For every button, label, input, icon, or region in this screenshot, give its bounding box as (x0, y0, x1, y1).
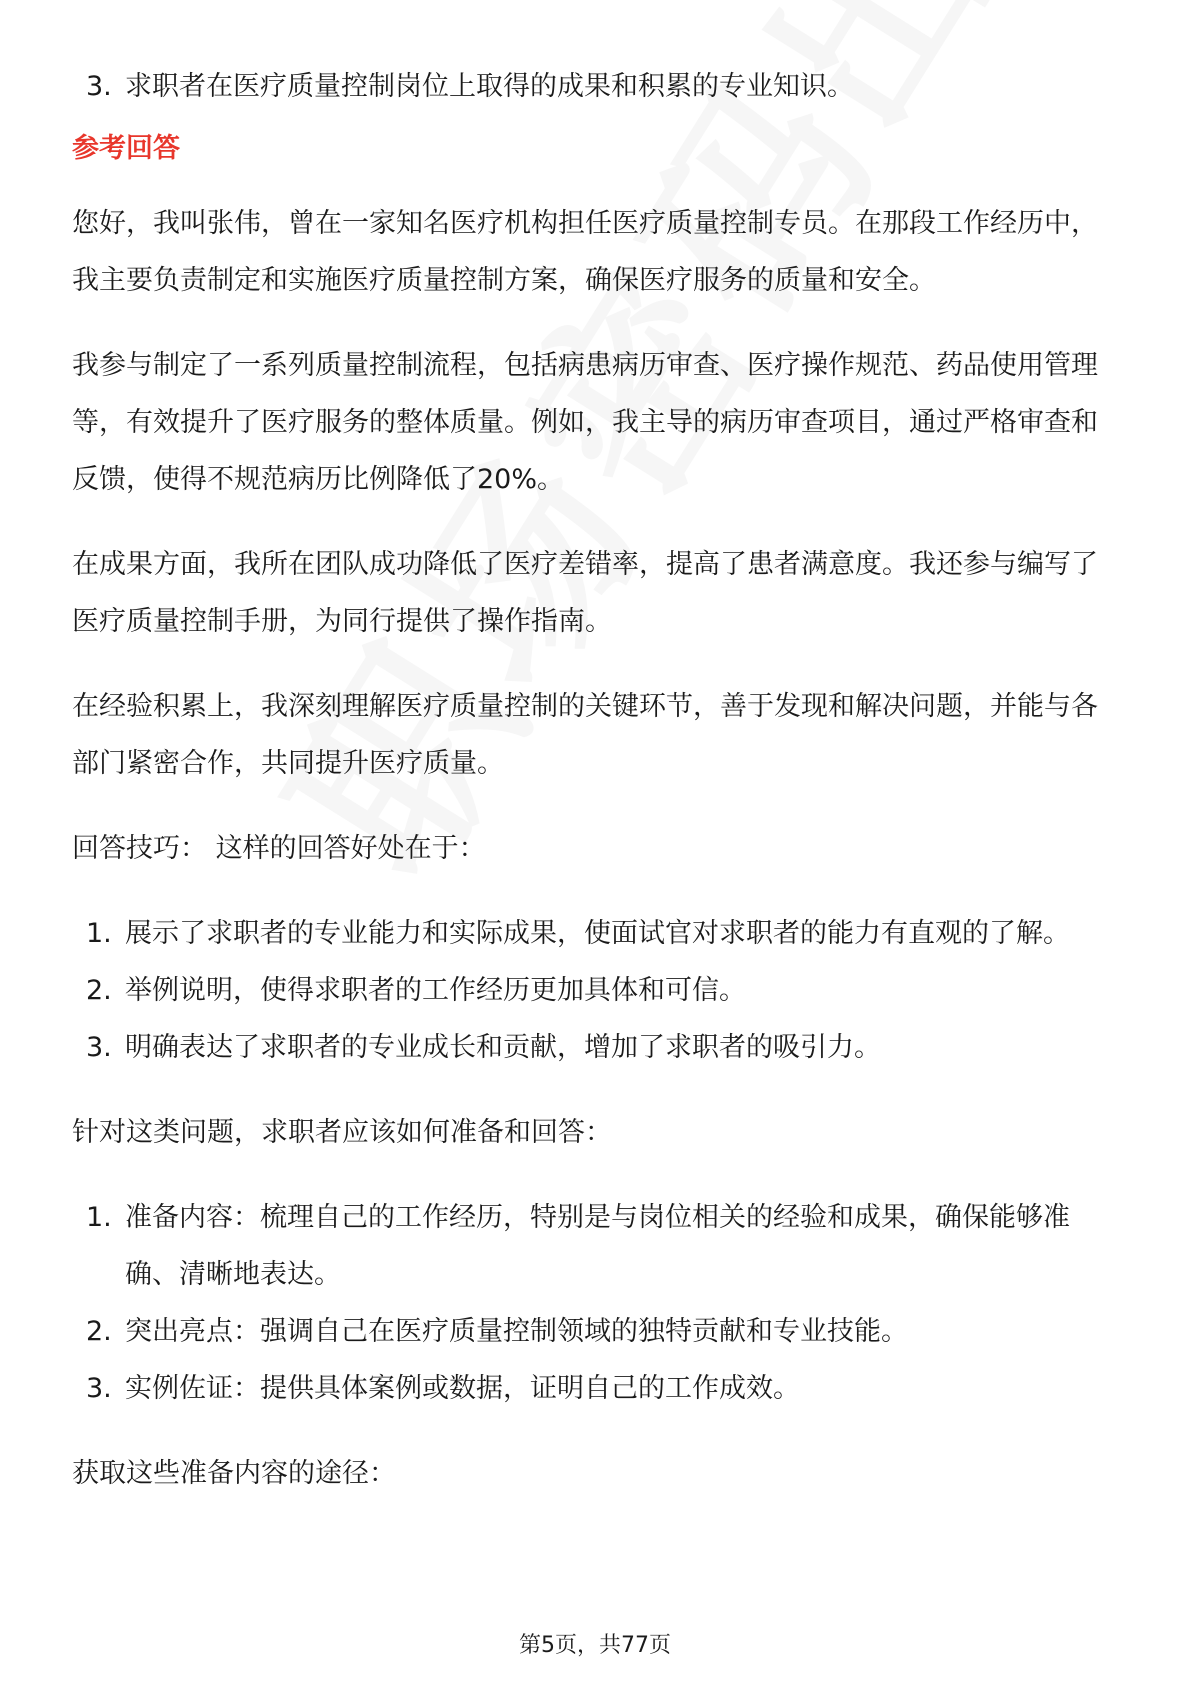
list-item (72, 1360, 1117, 1417)
document-body (72, 58, 1117, 1530)
list-item-number: 3. (86, 1373, 112, 1404)
list-item-text: 明确表达了求职者的专业成长和贡献，增加了求职者的吸引力。 (125, 1032, 881, 1063)
list-item-text: 准备内容：梳理自己的工作经历，特别是与岗位相关的经验和成果，确保能够准确、清晰地表达。 (125, 1202, 1070, 1290)
list-item (72, 1303, 1117, 1360)
paragraph: 我参与制定了一系列质量控制流程，包括病患病历审查、医疗操作规范、药品使用管理等，有效提升了医疗服务的整体质量。例如，我主导的病历审查项目，通过严格审查和反馈，使得不规范病历比例降低了20%。 (72, 350, 1098, 495)
paragraph: 您好，我叫张伟，曾在一家知名医疗机构担任医疗质量控制专员。在那段工作经历中，我主要负责制定和实施医疗质量控制方案，确保医疗服务的质量和安全。 (72, 208, 1098, 296)
list-item (72, 1189, 1117, 1303)
list-item-text: 展示了求职者的专业能力和实际成果，使面试官对求职者的能力有直观的了解。 (125, 918, 1070, 949)
list-item-text: 举例说明，使得求职者的工作经历更加具体和可信。 (125, 975, 746, 1006)
list-item-text: 实例佐证：提供具体案例或数据，证明自己的工作成效。 (125, 1373, 800, 1404)
paragraph: 在成果方面，我所在团队成功降低了医疗差错率，提高了患者满意度。我还参与编写了医疗质量控制手册，为同行提供了操作指南。 (72, 549, 1098, 637)
list-item-number: 2. (86, 975, 112, 1006)
list-item (72, 58, 1117, 115)
sources-intro: 获取这些准备内容的途径： (72, 1458, 396, 1489)
prep-intro: 针对这类问题，求职者应该如何准备和回答： (72, 1117, 612, 1148)
list-item-number: 1. (86, 918, 112, 949)
tips-list (72, 905, 1117, 1076)
section-heading: 参考回答 (72, 133, 180, 164)
list-item-number: 2. (86, 1316, 112, 1347)
list-item (72, 905, 1117, 962)
list-item-number: 3. (86, 71, 112, 102)
top-list (72, 58, 1117, 115)
list-item-text: 求职者在医疗质量控制岗位上取得的成果和积累的专业知识。 (125, 71, 854, 102)
paragraph: 在经验积累上，我深刻理解医疗质量控制的关键环节，善于发现和解决问题，并能与各部门紧密合作，共同提升医疗质量。 (72, 691, 1098, 779)
prep-list (72, 1189, 1117, 1417)
list-item (72, 1019, 1117, 1076)
list-item-number: 1. (86, 1202, 112, 1233)
list-item-text: 突出亮点：强调自己在医疗质量控制领域的独特贡献和专业技能。 (125, 1316, 908, 1347)
tips-intro: 回答技巧： 这样的回答好处在于： (72, 833, 486, 864)
list-item-number: 3. (86, 1032, 112, 1063)
list-item (72, 962, 1117, 1019)
page-footer: 第5页，共77页 (519, 1633, 671, 1658)
